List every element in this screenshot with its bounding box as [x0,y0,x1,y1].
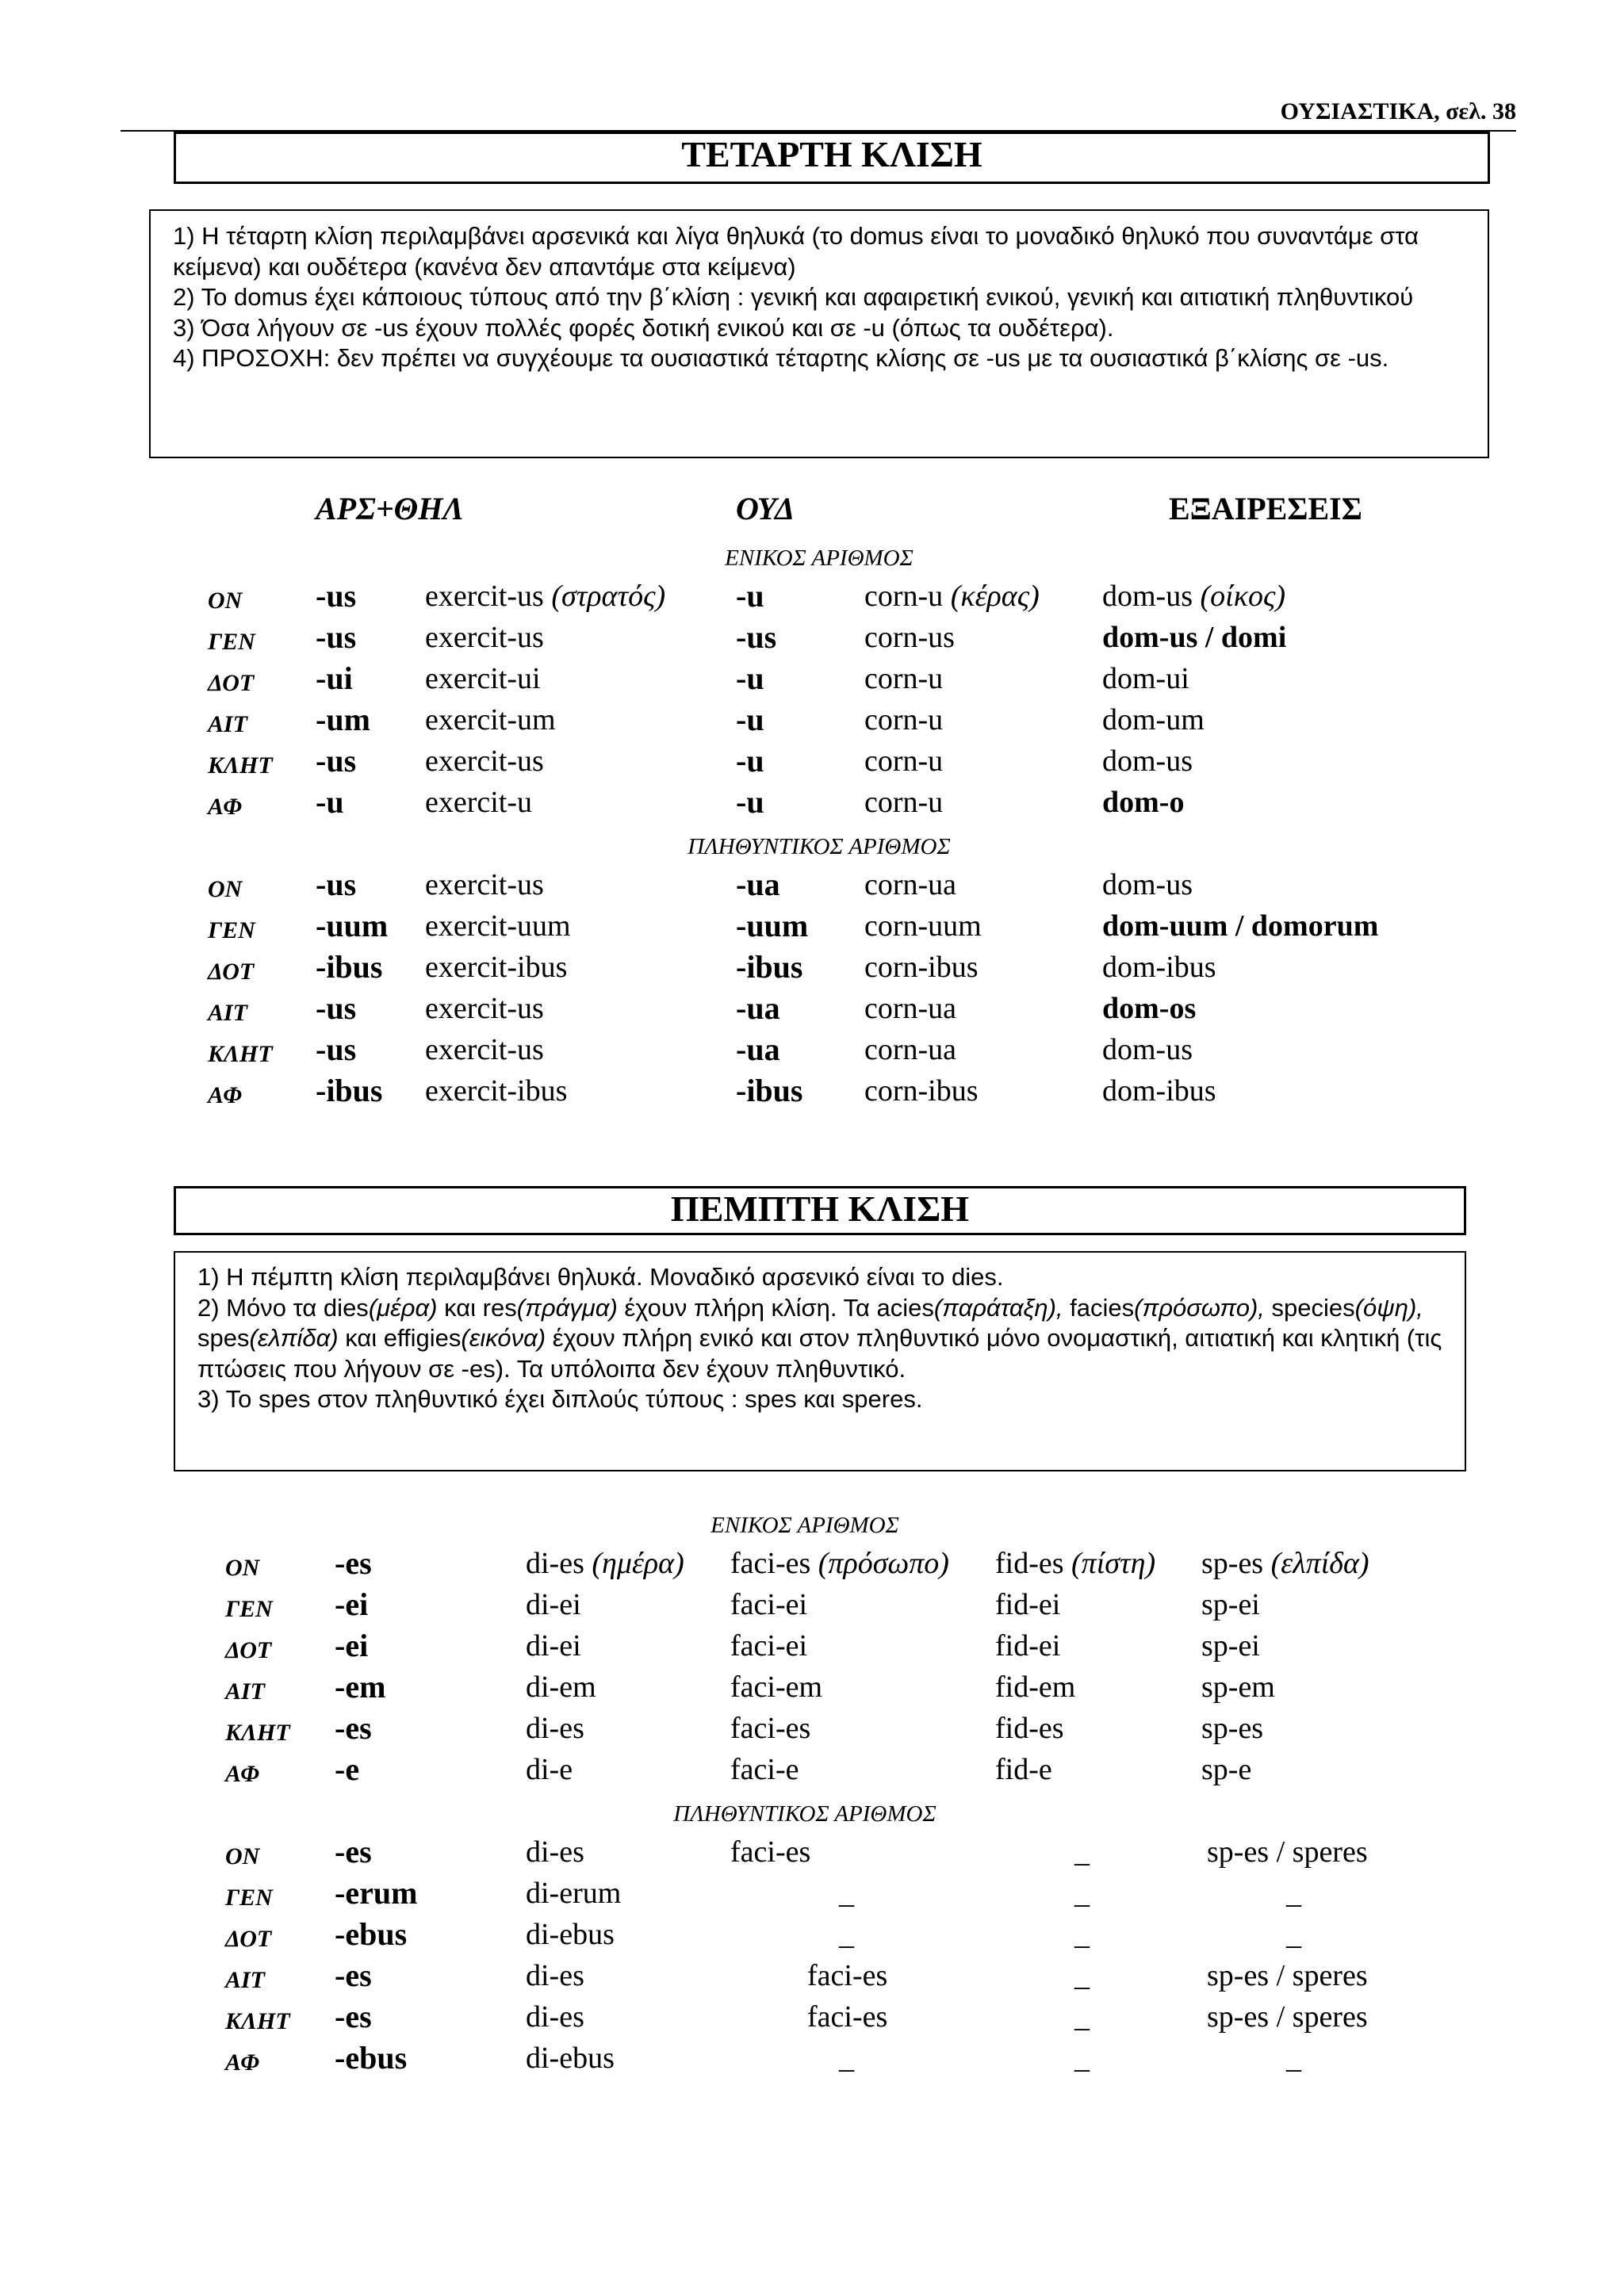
ending: -es [335,1834,372,1869]
example-dies: di-es [526,1959,584,1992]
example-fides: _ [1074,1918,1090,1951]
example-exercitus: exercit-us [425,744,544,778]
running-head: ΟΥΣΙΑΣΤΙΚΑ, σελ. 38 [1280,98,1516,124]
note-item [197,1262,1442,1293]
fifth-singular-label: ΕΝΙΚΟΣ ΑΡΙΘΜΟΣ [710,1513,899,1538]
fourth-plural-label: ΠΛΗΘΥΝΤΙΚΟΣ ΑΡΙΘΜΟΣ [688,834,951,859]
table-row [0,988,1624,1029]
example-exercitus: exercit-ibus [425,951,568,984]
ending: -us [316,1031,357,1067]
col-head-masc-fem: ΑΡΣ+ΘΗΛ [316,491,464,526]
example-cornu: corn-us [864,621,955,654]
ending: -us [316,619,357,655]
note-item: 2) Το domus έχει κάποιους τύπους από την β΄κλίση : γενική και αφαιρετική ενικού, γενική και αιτιατική πληθυντικού [173,283,1414,311]
case-label: ΑΙΤ [208,711,248,737]
example-spes: sp-es / speres [1207,1835,1368,1869]
table-row [0,1708,1624,1749]
table-row [0,1667,1624,1708]
note-text: έχουν πλήρη ενικό και στον πληθυντικό μόνο ονομαστική, αιτιατική και κλητική (τις πτώσεις που λήγουν σε -es). Τα υπόλοιπα δεν έχουν πληθυντικό. [197,1324,1442,1383]
example-facies: faci-es [730,1835,811,1869]
example-cornu: corn-ibus [864,951,979,984]
table-row [0,1914,1624,1955]
table-row [0,864,1624,905]
ending: -us [316,867,357,902]
example-fides: _ [1074,2042,1090,2075]
table-row [0,1625,1624,1667]
table-row [0,1831,1624,1873]
note-text: έχουν πλήρη κλίση. Τα acies [617,1293,934,1322]
fifth-declension-title: ΠΕΜΠΤΗ ΚΛΙΣΗ [174,1186,1466,1235]
ending: -ei [335,1628,369,1663]
note-gloss: (εικόνα) [461,1324,546,1352]
example-dies: di-erum [526,1877,622,1910]
note-text: και res [437,1293,517,1322]
example-dies: di-es [526,2000,584,2034]
ending: -u [316,784,344,820]
case-label: ΔΟΤ [208,959,255,985]
neuter-ending: -ibus [736,1073,803,1108]
example-dies: di-e [526,1753,573,1786]
example-exercitus: exercit-um [425,703,556,737]
note-gloss: (μέρα) [368,1293,438,1322]
example-spes: sp-ei [1201,1629,1260,1663]
note-item: 3) Όσα λήγουν σε -us έχουν πολλές φορές δοτική ενικού και σε -u (όπως τα ουδέτερα). [173,313,1114,342]
exception-domus: dom-uum / domorum [1102,909,1379,943]
ending: -es [335,1545,372,1581]
table-row [0,1070,1624,1112]
case-label: ΑΦ [208,794,242,820]
case-label: ΚΛΗΤ [208,752,273,779]
example-spes: sp-es / speres [1207,1959,1368,1992]
note-text: 1) Η πέμπτη κλίση περιλαμβάνει θηλυκά. Μοναδικό αρσενικό είναι το dies. [197,1263,1004,1291]
example-spes: _ [1286,1877,1301,1910]
col-head-exceptions: ΕΞΑΙΡΕΣΕΙΣ [1169,491,1362,526]
example-cornu: corn-u [864,703,944,737]
ending: -es [335,1710,372,1746]
case-label: ΚΛΗΤ [225,2008,290,2034]
neuter-ending: -ua [736,990,780,1026]
example-facies: faci-es [807,1959,888,1992]
table-row [0,2038,1624,2079]
gloss: (ελπίδα) [1263,1547,1369,1580]
note-gloss: (παράταξη), [933,1293,1063,1322]
case-label: ΚΛΗΤ [225,1720,290,1746]
example-fides: fid-em [995,1670,1076,1704]
neuter-ending: -ibus [736,949,803,985]
fifth-plural-table [0,1831,1624,2079]
table-row [0,1584,1624,1625]
example-fides: _ [1074,2000,1090,2034]
example-exercitus: exercit-us [425,1033,544,1066]
case-label: ΟΝ [208,876,243,902]
ending: -us [316,990,357,1026]
neuter-ending: -ua [736,1031,780,1067]
example-cornu: corn-ua [864,1033,957,1066]
ending: -es [335,1957,372,1993]
example-dies: di-ei [526,1629,581,1663]
table-row [0,905,1624,947]
fourth-singular-label: ΕΝΙΚΟΣ ΑΡΙΘΜΟΣ [725,545,914,571]
example-dies: di-em [526,1670,596,1704]
note-text: 2) Μόνο τα dies [197,1293,369,1322]
example-spes: sp-em [1201,1670,1275,1704]
example-facies: _ [839,2042,854,2075]
gloss: (πρόσωπο) [810,1547,949,1580]
exception-domus: dom-ui [1102,662,1189,695]
table-row [0,1955,1624,1996]
ending: -ei [335,1586,369,1622]
example-facies: faci-em [730,1670,823,1704]
table-row [0,1749,1624,1790]
note-gloss: (πρόσωπο), [1134,1293,1265,1322]
case-label: ΑΦ [208,1082,242,1108]
fourth-plural-table [0,864,1624,1112]
example-facies: faci-es [730,1712,811,1745]
case-label: ΓΕΝ [225,1885,273,1911]
ending: -um [316,702,370,737]
example-fides: fid-ei [995,1629,1061,1663]
example-spes: sp-es / speres [1207,2000,1368,2034]
example-dies: di-ei [526,1588,581,1621]
example-cornu: corn-ua [864,992,957,1025]
fifth-singular-table [0,1543,1624,1790]
example-exercitus: exercit-uum [425,909,571,943]
example-dies: di-es [526,1835,584,1869]
example-spes: sp-es (ελπίδα) [1201,1547,1369,1580]
case-label: ΔΟΤ [208,670,255,696]
case-label: ΓΕΝ [208,917,255,943]
exception-domus: dom-us (οίκος) [1102,580,1286,613]
case-label: ΓΕΝ [208,629,255,655]
exception-domus: dom-us [1102,744,1193,778]
exception-domus: dom-um [1102,703,1205,737]
example-exercitus: exercit-us [425,868,544,901]
ending: -erum [335,1875,418,1911]
note-text: species [1264,1293,1355,1322]
ending: -uum [316,908,389,943]
example-facies: faci-ei [730,1588,808,1621]
note-text: 3) Το spes στον πληθυντικό έχει διπλούς τύπους : spes και speres. [197,1385,923,1413]
example-fides: fid-es [995,1712,1064,1745]
exception-domus: dom-os [1102,992,1197,1025]
example-cornu: corn-u (κέρας) [864,580,1040,613]
ending: -us [316,578,357,614]
exception-domus: dom-ibus [1102,1074,1216,1108]
neuter-ending: -u [736,743,764,779]
note-text: spes [197,1324,250,1352]
ending: -us [316,743,357,779]
neuter-ending: -u [736,578,764,614]
note-text: και effigies [338,1324,462,1352]
example-fides: _ [1074,1877,1090,1910]
case-label: ΑΦ [225,2049,259,2076]
ending: -ibus [316,1073,383,1108]
example-dies: di-ebus [526,2042,615,2075]
example-exercitus: exercit-ui [425,662,541,695]
example-facies: _ [839,1877,854,1910]
gloss: (οίκος) [1193,580,1286,613]
note-item: 1) Η τέταρτη κλίση περιλαμβάνει αρσενικά και λίγα θηλυκά (το domus είναι το μοναδικό θηλυκό που συναντάμε στα κείμενα) και ουδέτερα (κανένα δεν απαντάμε στα κείμενα) [173,222,1419,281]
table-row [0,947,1624,988]
example-spes: sp-es [1201,1712,1264,1745]
fifth-declension-notes [174,1251,1466,1471]
neuter-ending: -uum [736,908,809,943]
table-row [0,1996,1624,2038]
note-item: 4) ΠΡΟΣΟΧΗ: δεν πρέπει να συγχέουμε τα ουσιαστικά τέταρτης κλίσης σε -us με τα ουσιαστικά β΄κλίσης σε -us. [173,344,1389,372]
exception-domus: dom-us [1102,1033,1193,1066]
example-dies: di-es [526,1712,584,1745]
exception-domus: dom-us / domi [1102,621,1287,654]
ending: -ui [316,660,353,696]
example-fides: _ [1074,1959,1090,1992]
fifth-plural-label: ΠΛΗΘΥΝΤΙΚΟΣ ΑΡΙΘΜΟΣ [673,1801,936,1827]
ending: -ebus [335,2040,408,2076]
example-facies: _ [839,1918,854,1951]
ending: -ebus [335,1916,408,1952]
neuter-ending: -u [736,784,764,820]
example-cornu: corn-uum [864,909,982,943]
ending: -es [335,1999,372,2034]
table-row [0,658,1624,699]
note-text: facies [1063,1293,1135,1322]
example-exercitus: exercit-us (στρατός) [425,580,666,613]
note-gloss: (πράγμα) [516,1293,618,1322]
case-label: ΚΛΗΤ [208,1041,273,1067]
table-row [0,782,1624,823]
case-label: ΟΝ [208,587,243,614]
table-row [0,740,1624,782]
fourth-declension-notes [149,209,1489,458]
example-spes: sp-ei [1201,1588,1260,1621]
example-fides: fid-es (πίστη) [995,1547,1156,1580]
gloss: (κέρας) [943,580,1040,613]
example-fides: _ [1074,1835,1090,1869]
table-row [0,1873,1624,1914]
fourth-declension-title: ΤΕΤΑΡΤΗ ΚΛΙΣΗ [174,132,1490,184]
example-cornu: corn-u [864,744,944,778]
example-cornu: corn-u [864,786,944,819]
case-label: ΓΕΝ [225,1596,273,1622]
table-row [0,1543,1624,1584]
example-spes: sp-e [1201,1753,1252,1786]
col-head-neuter: ΟΥΔ [736,491,795,526]
table-row [0,617,1624,658]
example-cornu: corn-ibus [864,1074,979,1108]
example-fides: fid-ei [995,1588,1061,1621]
example-facies: faci-ei [730,1629,808,1663]
case-label: ΔΟΤ [225,1926,272,1952]
note-item [197,1293,1442,1385]
exception-domus: dom-us [1102,868,1193,901]
case-label: ΑΙΤ [225,1678,266,1705]
example-dies: di-ebus [526,1918,615,1951]
example-facies: faci-es (πρόσωπο) [730,1547,949,1580]
neuter-ending: -ua [736,867,780,902]
example-spes: _ [1286,1918,1301,1951]
case-label: ΑΙΤ [208,1000,248,1026]
example-fides: fid-e [995,1753,1052,1786]
example-dies: di-es (ημέρα) [526,1547,684,1580]
table-row [0,699,1624,740]
example-exercitus: exercit-u [425,786,533,819]
example-cornu: corn-ua [864,868,957,901]
example-exercitus: exercit-us [425,992,544,1025]
case-label: ΟΝ [225,1555,260,1581]
neuter-ending: -u [736,660,764,696]
case-label: ΟΝ [225,1843,260,1869]
gloss: (στρατός) [543,580,666,613]
example-exercitus: exercit-ibus [425,1074,568,1108]
ending: -ibus [316,949,383,985]
table-row [0,576,1624,617]
ending: -e [335,1751,360,1787]
gloss: (ημέρα) [584,1547,684,1580]
ending: -em [335,1669,386,1705]
case-label: ΑΦ [225,1761,259,1787]
table-row [0,1029,1624,1070]
case-label: ΔΟΤ [225,1637,272,1663]
neuter-ending: -us [736,619,777,655]
gloss: (πίστη) [1063,1547,1156,1580]
example-facies: faci-es [807,2000,888,2034]
neuter-ending: -u [736,702,764,737]
example-exercitus: exercit-us [425,621,544,654]
case-label: ΑΙΤ [225,1967,266,1993]
example-cornu: corn-u [864,662,944,695]
exception-domus: dom-o [1102,786,1185,819]
exception-domus: dom-ibus [1102,951,1216,984]
example-facies: faci-e [730,1753,799,1786]
note-item [197,1384,1442,1415]
example-spes: _ [1286,2042,1301,2075]
note-gloss: (ελπίδα) [249,1324,339,1352]
fourth-singular-table [0,576,1624,823]
note-gloss: (όψη), [1354,1293,1423,1322]
